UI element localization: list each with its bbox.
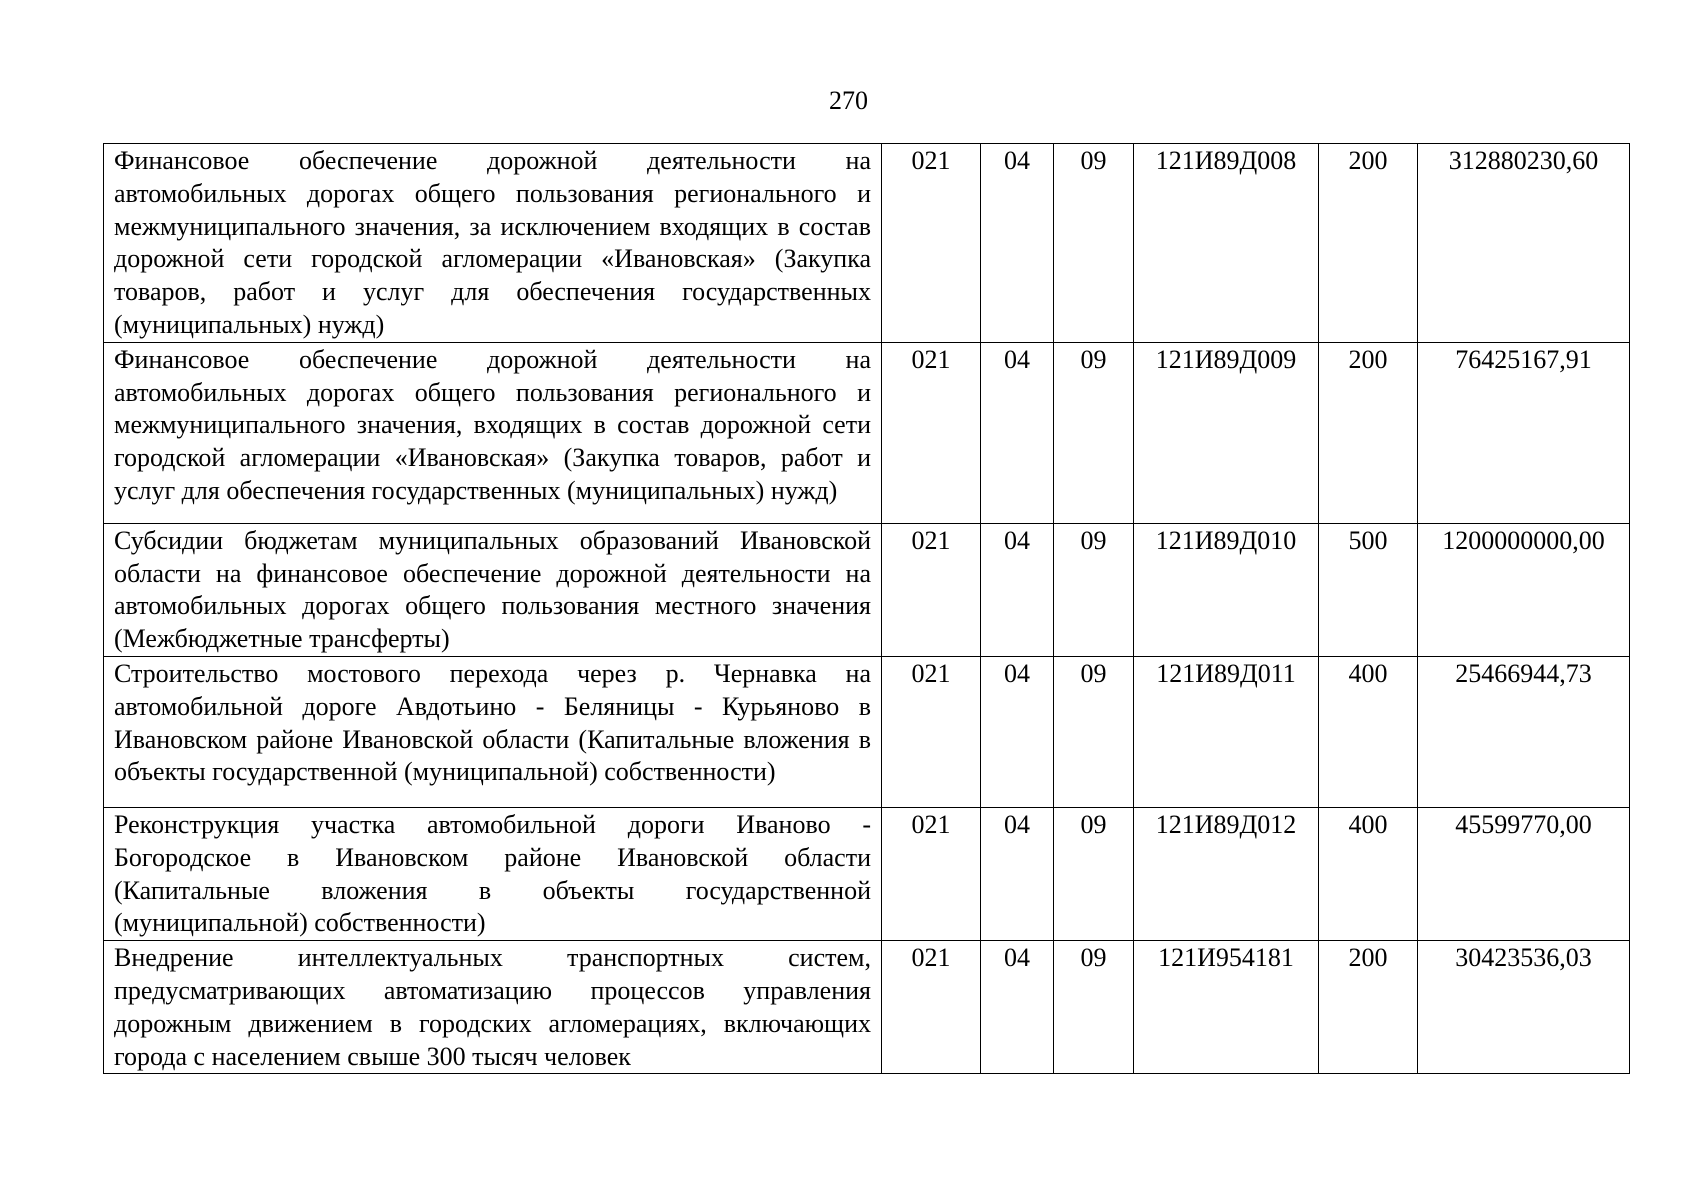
row-section-code: 04 [981,656,1054,807]
row-description: Внедрение интеллектуальных транспортных систем, предусматривающих автоматизацию процессов управления дорожным движением в городских агломерациях, включающих города с населением свыше 300 тысяч человек [104,941,882,1074]
table-row [104,144,1630,343]
row-subsection-code: 09 [1054,807,1134,940]
row-section-code: 04 [981,807,1054,940]
row-target-article: 121И89Д012 [1134,807,1319,940]
row-grbs-code: 021 [882,342,981,523]
row-section-code: 04 [981,342,1054,523]
row-subsection-code: 09 [1054,144,1134,343]
row-target-article: 121И89Д009 [1134,342,1319,523]
row-target-article: 121И954181 [1134,941,1319,1074]
page-number: 270 [829,86,868,115]
row-description: Реконструкция участка автомобильной дороги Иваново - Богородское в Ивановском районе Ивановской области (Капитальные вложения в объекты государственной (муниципальной) собственности) [104,807,882,940]
row-expense-type: 500 [1319,523,1418,656]
row-grbs-code: 021 [882,941,981,1074]
row-target-article: 121И89Д010 [1134,523,1319,656]
row-target-article: 121И89Д011 [1134,656,1319,807]
row-section-code: 04 [981,144,1054,343]
budget-table [103,143,1630,1074]
row-amount: 25466944,73 [1418,656,1630,807]
row-amount: 312880230,60 [1418,144,1630,343]
row-expense-type: 200 [1319,144,1418,343]
table-row [104,656,1630,807]
row-amount: 45599770,00 [1418,807,1630,940]
row-description: Строительство мостового перехода через р. Чернавка на автомобильной дороге Авдотьино - Беляницы - Курьяново в Ивановском районе Ивановской области (Капитальные вложения в объекты государственной (муниципальной) собственности) [104,656,882,807]
row-section-code: 04 [981,523,1054,656]
row-subsection-code: 09 [1054,941,1134,1074]
row-description: Финансовое обеспечение дорожной деятельности на автомобильных дорогах общего пользования регионального и межмуниципального значения, за исключением входящих в состав дорожной сети городской агломерации «Ивановская» (Закупка товаров, работ и услуг для обеспечения государственных (муниципальных) нужд) [104,144,882,343]
row-grbs-code: 021 [882,144,981,343]
row-grbs-code: 021 [882,807,981,940]
row-expense-type: 400 [1319,656,1418,807]
row-expense-type: 200 [1319,941,1418,1074]
row-grbs-code: 021 [882,656,981,807]
row-amount: 76425167,91 [1418,342,1630,523]
row-grbs-code: 021 [882,523,981,656]
row-amount: 1200000000,00 [1418,523,1630,656]
table-row [104,523,1630,656]
row-expense-type: 400 [1319,807,1418,940]
row-target-article: 121И89Д008 [1134,144,1319,343]
row-section-code: 04 [981,941,1054,1074]
row-description: Субсидии бюджетам муниципальных образований Ивановской области на финансовое обеспечение дорожной деятельности на автомобильных дорогах общего пользования местного значения (Межбюджетные трансферты) [104,523,882,656]
row-description: Финансовое обеспечение дорожной деятельности на автомобильных дорогах общего пользования регионального и межмуниципального значения, входящих в состав дорожной сети городской агломерации «Ивановская» (Закупка товаров, работ и услуг для обеспечения государственных (муниципальных) нужд) [104,342,882,523]
row-amount: 30423536,03 [1418,941,1630,1074]
row-subsection-code: 09 [1054,523,1134,656]
table-row [104,807,1630,940]
row-expense-type: 200 [1319,342,1418,523]
table-row [104,941,1630,1074]
table-row [104,342,1630,523]
row-subsection-code: 09 [1054,656,1134,807]
row-subsection-code: 09 [1054,342,1134,523]
